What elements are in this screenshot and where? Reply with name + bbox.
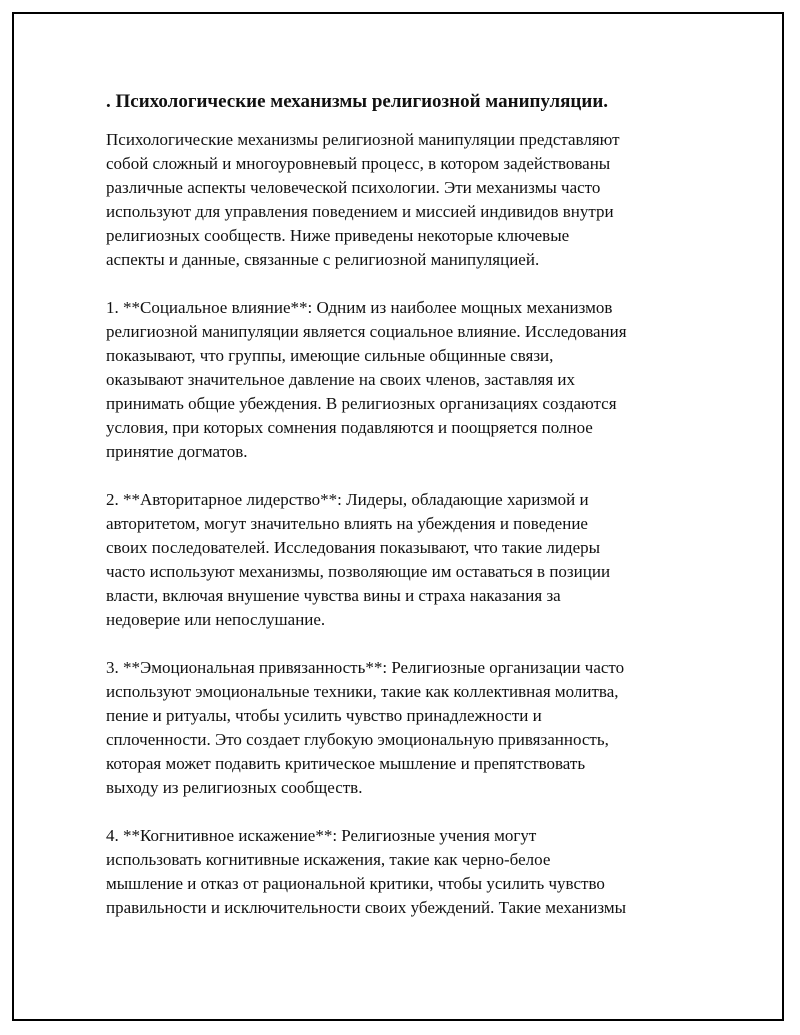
text-line: используют эмоциональные техники, такие как коллективная молитва, <box>106 682 619 701</box>
text-line: выходу из религиозных сообществ. <box>106 778 363 797</box>
text-line: сплоченности. Это создает глубокую эмоциональную привязанность, <box>106 730 609 749</box>
text-line: 1. **Социальное влияние**: Одним из наиболее мощных механизмов <box>106 298 613 317</box>
paragraph-emotional-attachment <box>106 656 696 800</box>
text-line: использовать когнитивные искажения, такие как черно-белое <box>106 850 551 869</box>
text-line: принятие догматов. <box>106 442 248 461</box>
paragraph-gap <box>106 800 696 824</box>
text-line: оказывают значительное давление на своих членов, заставляя их <box>106 370 576 389</box>
document-title: . Психологические механизмы религиозной манипуляции. <box>106 91 609 112</box>
text-line: аспекты и данные, связанные с религиозной манипуляцией. <box>106 250 540 269</box>
paragraph-cognitive-distortion <box>106 824 696 920</box>
text-line: различные аспекты человеческой психологии. Эти механизмы часто <box>106 178 601 197</box>
text-line: используют для управления поведением и миссией индивидов внутри <box>106 202 614 221</box>
text-line: собой сложный и многоуровневый процесс, в котором задействованы <box>106 154 611 173</box>
text-line: часто используют механизмы, позволяющие им оставаться в позиции <box>106 562 611 581</box>
text-line: которая может подавить критическое мышление и препятствовать <box>106 754 586 773</box>
text-line: 4. **Когнитивное искажение**: Религиозные учения могут <box>106 826 537 845</box>
paragraph-intro <box>106 128 696 272</box>
text-line: религиозной манипуляции является социальное влияние. Исследования <box>106 322 627 341</box>
paragraph-social-influence <box>106 296 696 464</box>
paragraph-gap <box>106 272 696 296</box>
text-line: показывают, что группы, имеющие сильные общинные связи, <box>106 346 554 365</box>
text-line: мышление и отказ от рациональной критики, чтобы усилить чувство <box>106 874 605 893</box>
text-line: пение и ритуалы, чтобы усилить чувство принадлежности и <box>106 706 542 725</box>
paragraph-authoritarian-leadership <box>106 488 696 632</box>
text-line: власти, включая внушение чувства вины и страха наказания за <box>106 586 561 605</box>
document-body <box>106 90 696 920</box>
text-line: условия, при которых сомнения подавляются и поощряется полное <box>106 418 593 437</box>
text-line: Психологические механизмы религиозной манипуляции представляют <box>106 130 620 149</box>
paragraph-gap <box>106 632 696 656</box>
text-line: 2. **Авторитарное лидерство**: Лидеры, обладающие харизмой и <box>106 490 589 509</box>
text-line: своих последователей. Исследования показывают, что такие лидеры <box>106 538 601 557</box>
text-line: 3. **Эмоциональная привязанность**: Религиозные организации часто <box>106 658 625 677</box>
text-line: принимать общие убеждения. В религиозных организациях создаются <box>106 394 617 413</box>
text-line: недоверие или непослушание. <box>106 610 326 629</box>
text-line: правильности и исключительности своих убеждений. Такие механизмы <box>106 898 627 917</box>
paragraph-gap <box>106 464 696 488</box>
text-line: авторитетом, могут значительно влиять на убеждения и поведение <box>106 514 588 533</box>
text-line: религиозных сообществ. Ниже приведены некоторые ключевые <box>106 226 570 245</box>
